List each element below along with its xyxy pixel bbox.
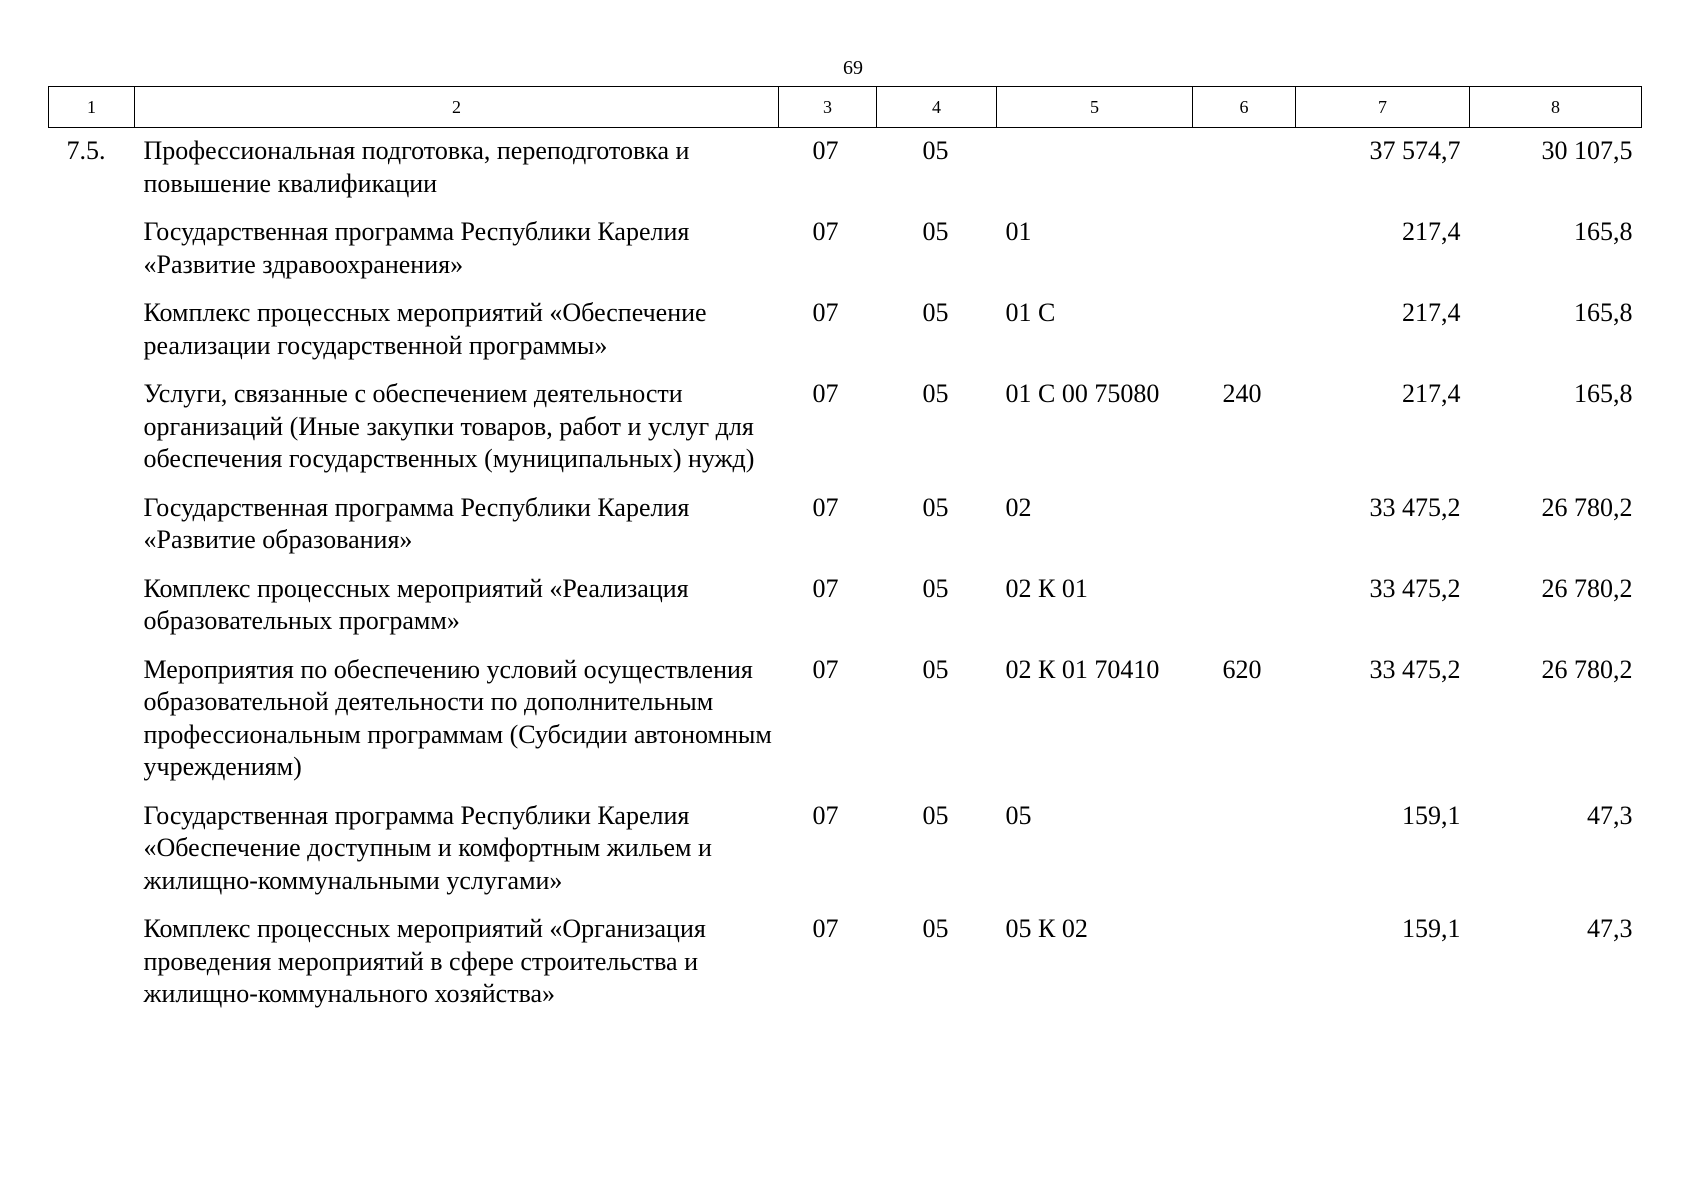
column-header: 6 [1193, 87, 1296, 128]
row-name: Мероприятия по обеспечению условий осуществления образовательной деятельности по дополнительным профессиональным программам (Субсидии автономным учреждениям) [143, 654, 772, 781]
amount-column-7: 217,4 [1402, 379, 1461, 408]
row-number [49, 654, 135, 800]
row-name: Государственная программа Республики Карелия «Обеспечение доступным и комфортным жильем и жилищно-коммунальными услугами» [143, 800, 712, 895]
target-article-code: 01 С [1005, 298, 1056, 327]
expense-type-code [1193, 913, 1296, 1027]
amount-column-8: 26 780,2 [1541, 492, 1633, 522]
subsection-code: 05 [922, 298, 949, 327]
section-code: 07 [812, 298, 839, 327]
amount-column-7: 159,1 [1402, 914, 1461, 943]
target-article-code: 01 [1005, 217, 1032, 246]
table-row [49, 378, 1642, 492]
row-name: Услуги, связанные с обеспечением деятельности организаций (Иные закупки товаров, работ и услуг для обеспечения государственных (муниципальных) нужд) [143, 379, 755, 473]
amount-column-8: 26 780,2 [1541, 654, 1633, 684]
row-name: Комплекс процессных мероприятий «Организация проведения мероприятий в сфере строительства и жилищно-коммунального хозяйства» [143, 914, 706, 1008]
table-row [49, 216, 1642, 297]
row-name: Комплекс процессных мероприятий «Обеспечение реализации государственной программы» [143, 298, 707, 360]
row-number [49, 297, 135, 378]
expense-type-code [1193, 492, 1296, 573]
amount-column-7: 217,4 [1402, 217, 1461, 246]
page-number: 69 [843, 57, 863, 79]
amount-column-8: 47,3 [1587, 800, 1633, 830]
amount-column-8: 165,8 [1574, 217, 1633, 246]
section-code: 07 [812, 492, 839, 522]
column-header: 8 [1470, 87, 1642, 128]
amount-column-8: 47,3 [1587, 914, 1633, 943]
target-article-code [997, 128, 1193, 217]
amount-column-7: 33 475,2 [1369, 492, 1461, 522]
subsection-code: 05 [922, 379, 949, 408]
table-row [49, 297, 1642, 378]
amount-column-8: 26 780,2 [1541, 573, 1633, 603]
target-article-code: 05 [1005, 800, 1032, 830]
column-header: 1 [49, 87, 135, 128]
section-code: 07 [812, 800, 839, 830]
section-code: 07 [812, 654, 839, 684]
amount-column-8: 165,8 [1574, 298, 1633, 327]
table-row [49, 128, 1642, 217]
target-article-code: 05 К 02 [1005, 914, 1088, 943]
row-number [49, 573, 135, 654]
table-row [49, 800, 1642, 914]
amount-column-7: 37 574,7 [1369, 136, 1461, 165]
column-numbers-row [49, 87, 1642, 128]
row-name: Комплекс процессных мероприятий «Реализация образовательных программ» [143, 573, 689, 635]
column-header: 5 [997, 87, 1193, 128]
section-code: 07 [812, 136, 839, 165]
expense-type-code [1193, 128, 1296, 217]
amount-column-7: 217,4 [1402, 298, 1461, 327]
expense-type-code [1193, 216, 1296, 297]
expense-type-code [1193, 573, 1296, 654]
subsection-code: 05 [922, 654, 949, 684]
row-number [49, 800, 135, 914]
row-number [49, 492, 135, 573]
subsection-code: 05 [922, 492, 949, 522]
row-number: 7.5. [66, 136, 106, 165]
amount-column-8: 30 107,5 [1541, 136, 1633, 165]
target-article-code: 02 [1005, 492, 1032, 522]
amount-column-7: 33 475,2 [1369, 573, 1461, 603]
target-article-code: 01 С 00 75080 [1005, 379, 1160, 408]
row-number [49, 913, 135, 1027]
section-code: 07 [812, 914, 839, 943]
expense-type-code: 620 [1222, 654, 1262, 684]
column-header: 4 [877, 87, 997, 128]
subsection-code: 05 [922, 217, 949, 246]
section-code: 07 [812, 217, 839, 246]
target-article-code: 02 К 01 70410 [1005, 654, 1160, 684]
row-name: Профессиональная подготовка, переподготовка и повышение квалификации [143, 136, 690, 198]
table-row [49, 654, 1642, 800]
subsection-code: 05 [922, 573, 949, 603]
column-header: 3 [779, 87, 877, 128]
section-code: 07 [812, 379, 839, 408]
row-name: Государственная программа Республики Карелия «Развитие здравоохранения» [143, 217, 690, 279]
subsection-code: 05 [922, 914, 949, 943]
budget-table [48, 86, 1642, 1027]
amount-column-7: 159,1 [1402, 800, 1461, 830]
expense-type-code [1193, 297, 1296, 378]
column-header: 2 [135, 87, 779, 128]
subsection-code: 05 [922, 136, 949, 165]
table-body [49, 128, 1642, 1027]
row-number [49, 216, 135, 297]
subsection-code: 05 [922, 800, 949, 830]
table-row [49, 913, 1642, 1027]
row-name: Государственная программа Республики Карелия «Развитие образования» [143, 492, 690, 554]
amount-column-8: 165,8 [1574, 379, 1633, 408]
table-row [49, 492, 1642, 573]
expense-type-code: 240 [1222, 379, 1262, 408]
table-row [49, 573, 1642, 654]
column-header: 7 [1296, 87, 1470, 128]
amount-column-7: 33 475,2 [1369, 654, 1461, 684]
table-header [49, 87, 1642, 128]
section-code: 07 [812, 573, 839, 603]
row-number [49, 378, 135, 492]
expense-type-code [1193, 800, 1296, 914]
target-article-code: 02 К 01 [1005, 573, 1088, 603]
